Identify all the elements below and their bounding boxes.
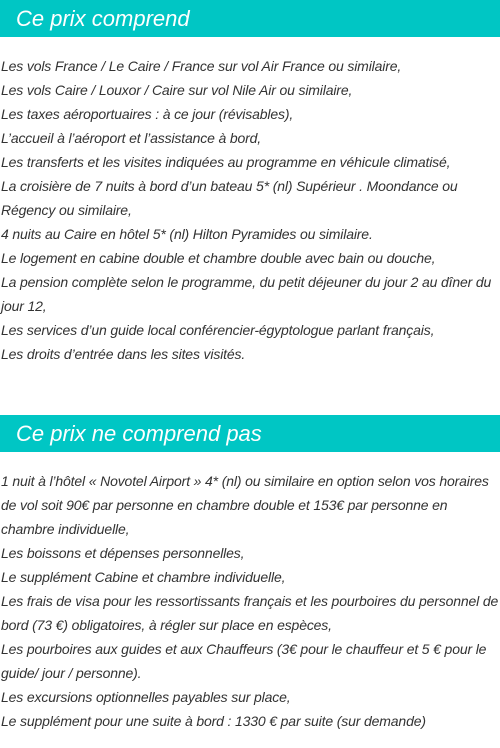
list-item: Les vols Caire / Louxor / Caire sur vol Nile Air ou similaire, xyxy=(1,82,353,98)
list-item: L’accueil à l’aéroport et l’assistance à bord, xyxy=(1,130,262,146)
list-item: Les boissons et dépenses personnelles, xyxy=(1,545,245,561)
list-item: Le supplément pour une suite à bord : 1330 € par suite (sur demande) xyxy=(1,713,426,729)
list-item: Les services d’un guide local conférencier-égyptologue parlant français, xyxy=(1,322,435,338)
includes-heading: Ce prix comprend xyxy=(0,0,500,37)
list-item: Le logement en cabine double et chambre double avec bain ou douche, xyxy=(1,250,436,266)
list-item: Les frais de visa pour les ressortissants français et les pourboires du personnel de bord (73 €) obligatoires, à régler sur place en espèces, xyxy=(1,593,499,633)
excludes-list xyxy=(0,469,500,733)
list-item: Les transferts et les visites indiquées au programme en véhicule climatisé, xyxy=(1,154,451,170)
list-item: Les pourboires aux guides et aux Chauffeurs (3€ pour le chauffeur et 5 € pour le guide/ jour / personne). xyxy=(1,641,487,681)
list-item: Les droits d’entrée dans les sites visités. xyxy=(1,346,246,362)
list-item: 1 nuit à l’hôtel « Novotel Airport » 4* (nl) ou similaire en option selon vos horaires de vol soit 90€ par personne en chambre double et 153€ par personne en chambre individuelle, xyxy=(1,473,489,537)
list-item: La croisière de 7 nuits à bord d’un bateau 5* (nl) Supérieur . Moondance ou Régency ou similaire, xyxy=(1,178,458,218)
list-item: Les taxes aéroportuaires : à ce jour (révisables), xyxy=(1,106,294,122)
list-item: Les excursions optionnelles payables sur place, xyxy=(1,689,291,705)
list-item: Le supplément Cabine et chambre individuelle, xyxy=(1,569,286,585)
list-item: La pension complète selon le programme, du petit déjeuner du jour 2 au dîner du jour 12, xyxy=(1,274,492,314)
list-item: Les vols France / Le Caire / France sur vol Air France ou similaire, xyxy=(1,58,402,74)
list-item: 4 nuits au Caire en hôtel 5* (nl) Hilton Pyramides ou similaire. xyxy=(1,226,373,242)
excludes-heading: Ce prix ne comprend pas xyxy=(0,415,500,452)
includes-list xyxy=(0,54,500,366)
